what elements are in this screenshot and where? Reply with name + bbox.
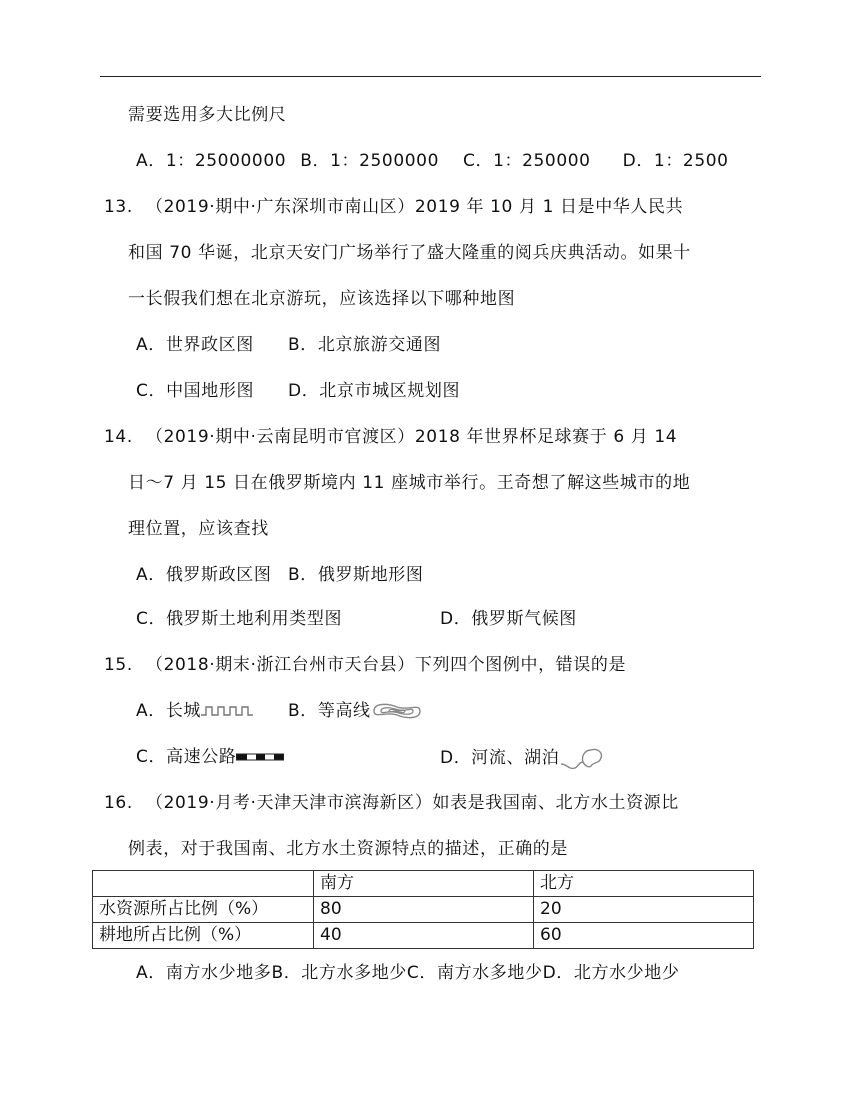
q15-option-c[interactable] <box>136 746 284 768</box>
q16-option-b[interactable]: B．北方水多地少 <box>271 963 407 983</box>
table-cell: 40 <box>314 923 534 949</box>
table-header-cell: 南方 <box>314 871 534 897</box>
q15-option-a[interactable] <box>136 700 253 722</box>
q14-option-d[interactable]: D．俄罗斯气候图 <box>440 609 577 629</box>
q14-option-b[interactable]: B．俄罗斯地形图 <box>288 565 424 585</box>
q13-option-b[interactable]: B．北京旅游交通图 <box>288 335 442 355</box>
q15-stem-line1: （2018·期末·浙江台州市天台县）下列四个图例中，错误的是 <box>146 655 627 675</box>
table-row <box>93 923 754 949</box>
q13-option-a[interactable]: A．世界政区图 <box>136 335 254 355</box>
q13-stem-line2: 和国 70 华诞，北京天安门广场举行了盛大隆重的阅兵庆典活动。如果十 <box>128 243 691 263</box>
q16-option-c[interactable]: C．南方水多地少 <box>406 963 543 983</box>
great-wall-legend-icon <box>201 704 253 718</box>
q15-option-d-label: D．河流、湖泊 <box>440 748 560 768</box>
water-land-ratio-table <box>92 870 754 949</box>
q12-stem-tail: 需要选用多大比例尺 <box>128 105 287 125</box>
q12-option-a[interactable]: A．1：25000000 <box>136 151 287 171</box>
table-cell: 80 <box>314 897 534 923</box>
q16-stem-line2: 例表，对于我国南、北方水土资源特点的描述，正确的是 <box>128 839 568 859</box>
q16-option-a[interactable]: A．南方水少地多 <box>136 963 272 983</box>
table-row <box>93 897 754 923</box>
contour-line-legend-icon <box>371 700 423 722</box>
table-header-cell: 北方 <box>534 871 754 897</box>
q14-option-a[interactable]: A．俄罗斯政区图 <box>136 565 272 585</box>
q13-option-d[interactable]: D．北京市城区规划图 <box>288 381 461 401</box>
table-cell: 耕地所占比例（%） <box>93 923 314 949</box>
q12-option-c[interactable]: C．1：250000 <box>463 151 591 171</box>
q12-options <box>136 150 729 172</box>
q14-stem-line2: 日～7 月 15 日在俄罗斯境内 11 座城市举行。王奇想了解这些城市的地 <box>128 473 691 493</box>
table-header-cell <box>93 871 314 897</box>
q13-stem-line3: 一长假我们想在北京游玩，应该选择以下哪种地图 <box>128 289 516 309</box>
table-header-row <box>93 871 754 897</box>
q16-number: 16. <box>104 793 133 813</box>
table-cell: 60 <box>534 923 754 949</box>
q13-number: 13. <box>104 197 133 217</box>
q15-option-b[interactable] <box>288 700 423 722</box>
q14-stem-line3: 理位置，应该查找 <box>128 519 269 539</box>
q14-option-c[interactable]: C．俄罗斯土地利用类型图 <box>136 609 343 629</box>
q13-stem-line1: （2019·期中·广东深圳市南山区）2019 年 10 月 1 日是中华人民共 <box>146 197 684 217</box>
header-rule <box>100 76 761 77</box>
q16-stem-line1: （2019·月考·天津天津市滨海新区）如表是我国南、北方水土资源比 <box>146 793 679 813</box>
q15-option-a-label: A．长城 <box>136 701 202 721</box>
table-cell: 20 <box>534 897 754 923</box>
highway-legend-icon <box>236 752 284 762</box>
q16-options <box>136 962 679 984</box>
q14-stem-line1: （2019·期中·云南昆明市官渡区）2018 年世界杯足球赛于 6 月 14 <box>146 427 678 447</box>
q15-option-d[interactable] <box>440 744 605 772</box>
q16-option-d[interactable]: D．北方水少地少 <box>542 963 680 983</box>
q12-option-d[interactable]: D．1：2500 <box>622 151 729 171</box>
q14-number: 14. <box>104 427 133 447</box>
river-lake-legend-icon <box>559 744 605 772</box>
q15-option-b-label: B．等高线 <box>288 701 371 721</box>
q15-option-c-label: C．高速公路 <box>136 747 237 767</box>
q12-option-b[interactable]: B．1：2500000 <box>300 151 439 171</box>
q13-option-c[interactable]: C．中国地形图 <box>136 381 255 401</box>
q15-number: 15. <box>104 655 133 675</box>
table-cell: 水资源所占比例（%） <box>93 897 314 923</box>
